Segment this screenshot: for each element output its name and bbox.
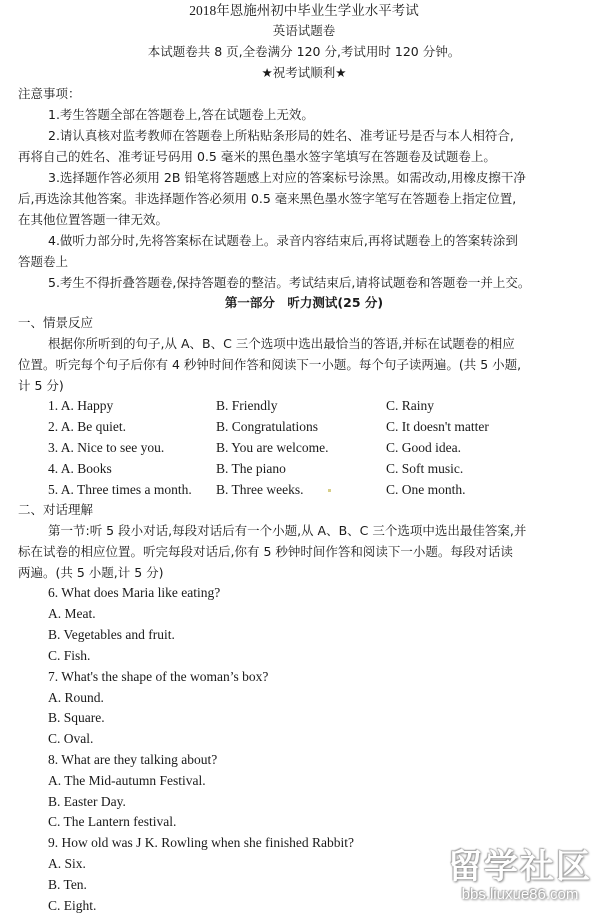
option-c: C. Good idea. [386,440,461,455]
answer-option: B. Easter Day. [48,794,126,809]
notice-line: 再将自己的姓名、准考证号码用 0.5 毫米的黑色墨水签字笔填写在答题卷及试题卷上。 [18,149,496,164]
notice-line: 1.考生答题全部在答题卷上,答在试题卷上无效。 [48,107,314,122]
notice-line: 4.做听力部分时,先将答案标在试题卷上。录音内容结束后,再将试题卷上的答案转涂到 [48,233,518,248]
watermark-brand: 留学社区 [448,847,592,887]
notice-heading: 注意事项： [18,86,81,101]
section1-instructions: 位置。听完每个句子后你有 4 秒钟时间作答和阅读下一小题。每个句子读两遍。(共 5 小题, [18,357,522,372]
option-a: 1. A. Happy [48,398,114,413]
section1-instructions: 根据你所听到的句子,从 A、B、C 三个选项中选出最恰当的答语,并标在试题卷的相应 [48,336,515,351]
question-text: 9. How old was J K. Rowling when she finished Rabbit? [48,835,354,850]
option-b: B. You are welcome. [216,440,329,455]
option-b: B. Three weeks. [216,482,304,497]
answer-option: A. Round. [48,690,104,705]
option-c: C. It doesn't matter [386,419,489,434]
answer-option: C. Fish. [48,648,91,663]
option-c: C. Soft music. [386,461,464,476]
answer-option: B. Ten. [48,877,87,892]
answer-option: A. The Mid-autumn Festival. [48,773,206,788]
notice-line: 答题卷上 [18,254,69,269]
answer-option: B. Square. [48,710,105,725]
answer-option: C. The Lantern festival. [48,814,177,829]
option-b: B. Friendly [216,398,278,413]
exam-info: 本试题卷共 8 页,全卷满分 120 分,考试用时 120 分钟。 [147,44,461,59]
option-a: 3. A. Nice to see you. [48,440,165,455]
exam-title: 2018年恩施州初中毕业生学业水平考试 [189,3,419,18]
answer-option: C. Eight. [48,898,97,913]
section2-instructions: 两遍。(共 5 小题,计 5 分) [18,565,164,580]
stray-dot [328,489,331,492]
notice-line: 5.考生不得折叠答题卷,保持答題卷的整洁。考试结束后,请将试题卷和答题卷一并上交。 [48,275,531,290]
option-a: 5. A. Three times a month. [48,482,192,497]
watermark-url: bbs.liuxue86.com [461,886,579,903]
section1-instructions: 计 5 分) [18,378,64,393]
section2-instructions: 第一节:听 5 段小对话,每段对话后有一个小题,从 A、B、C 三个选项中选出最佳答案,并 [48,523,527,538]
section2-heading: 二、对话理解 [18,502,94,517]
option-b: B. Congratulations [216,419,318,434]
question-text: 6. What does Maria like eating? [48,585,221,600]
part1-heading: 第一部分 听力测试(25 分) [224,295,384,310]
notice-line: 3.选择题作答必须用 2B 铅笔将答题感上对应的答案标号涂黑。如需改动,用橡皮擦干净 [48,170,526,185]
exam-wish: ★祝考试顺利★ [261,65,347,80]
option-c: C. Rainy [386,398,435,413]
question-text: 7. What's the shape of the woman’s box? [48,669,269,684]
answer-option: C. Oval. [48,731,94,746]
watermark-logo [440,848,600,910]
answer-option: A. Six. [48,856,86,871]
notice-line: 2.请认真核对监考教师在答题卷上所粘贴条形局的姓名、准考证号是否与本人相符合, [48,128,514,143]
option-c: C. One month. [386,482,466,497]
question-text: 8. What are they talking about? [48,752,218,767]
option-a: 4. A. Books [48,461,112,476]
notice-line: 在其他位置答题一律无效。 [18,212,169,227]
notice-line: 后,再选涂其他答案。非选择题作答必须用 0.5 毫来黑色墨水签字笔写在答题卷上指定位置, [18,191,517,206]
answer-option: B. Vegetables and fruit. [48,627,175,642]
answer-option: A. Meat. [48,606,96,621]
exam-subtitle: 英语试题卷 [272,23,336,38]
option-b: B. The piano [216,461,286,476]
option-a: 2. A. Be quiet. [48,419,126,434]
section2-instructions: 标在试卷的相应位置。听完每段对话后,你有 5 秒钟时间作答和阅读下一小题。每段对话读 [18,544,513,559]
section1-heading: 一、情景反应 [18,315,94,330]
